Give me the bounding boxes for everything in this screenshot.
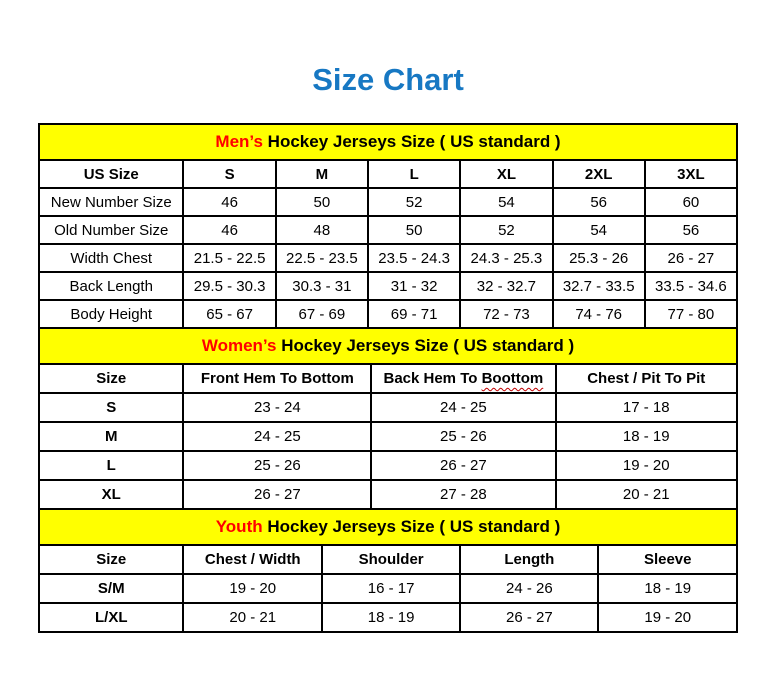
- table-row: [39, 188, 737, 216]
- cell: 56: [645, 216, 737, 244]
- cell: 26 - 27: [460, 603, 598, 632]
- womens-banner-row: [39, 328, 737, 364]
- youth-banner-highlight: Youth: [215, 517, 263, 536]
- youth-header-row: [39, 545, 737, 574]
- table-row: [39, 272, 737, 300]
- cell: 26 - 27: [645, 244, 737, 272]
- cell: 31 - 32: [368, 272, 460, 300]
- cell: 52: [460, 216, 552, 244]
- cell: 65 - 67: [183, 300, 275, 328]
- cell: 24 - 26: [460, 574, 598, 603]
- row-label: New Number Size: [39, 188, 183, 216]
- cell: 32.7 - 33.5: [553, 272, 645, 300]
- table-row: [39, 422, 737, 451]
- womens-section-banner: [39, 328, 737, 364]
- row-label: Body Height: [39, 300, 183, 328]
- cell: 54: [553, 216, 645, 244]
- column-header: Size: [39, 364, 183, 393]
- column-header: Shoulder: [322, 545, 460, 574]
- cell: 52: [368, 188, 460, 216]
- cell: 24 - 25: [183, 422, 371, 451]
- column-header: Length: [460, 545, 598, 574]
- table-row: [39, 244, 737, 272]
- table-row: [39, 216, 737, 244]
- cell: 25 - 26: [183, 451, 371, 480]
- cell: 48: [276, 216, 368, 244]
- column-header: M: [276, 160, 368, 188]
- youth-banner-row: [39, 509, 737, 545]
- table-row: [39, 393, 737, 422]
- table-row: [39, 451, 737, 480]
- cell: 72 - 73: [460, 300, 552, 328]
- misspelled-word: Boottom: [481, 370, 544, 387]
- cell: 50: [368, 216, 460, 244]
- row-label: Width Chest: [39, 244, 183, 272]
- cell: 21.5 - 22.5: [183, 244, 275, 272]
- cell: 18 - 19: [556, 422, 738, 451]
- cell: 25.3 - 26: [553, 244, 645, 272]
- cell: 54: [460, 188, 552, 216]
- cell: 32 - 32.7: [460, 272, 552, 300]
- table-row: [39, 603, 737, 632]
- cell: 29.5 - 30.3: [183, 272, 275, 300]
- cell: 77 - 80: [645, 300, 737, 328]
- table-row: [39, 480, 737, 509]
- mens-banner-highlight: Men’s: [215, 132, 263, 151]
- youth-banner-text: Hockey Jerseys Size ( US standard ): [262, 517, 561, 536]
- column-header: Chest / Width: [183, 545, 322, 574]
- cell: 50: [276, 188, 368, 216]
- cell: 20 - 21: [183, 603, 322, 632]
- mens-header-row: [39, 160, 737, 188]
- column-header-text: Back Hem To: [383, 370, 482, 387]
- column-header: Front Hem To Bottom: [183, 364, 371, 393]
- mens-size-table: [38, 123, 738, 329]
- youth-section-banner: [39, 509, 737, 545]
- cell: 26 - 27: [371, 451, 555, 480]
- row-label: S/M: [39, 574, 183, 603]
- column-header: 3XL: [645, 160, 737, 188]
- row-label: Old Number Size: [39, 216, 183, 244]
- column-header: [371, 364, 555, 393]
- cell: 23.5 - 24.3: [368, 244, 460, 272]
- cell: 18 - 19: [598, 574, 737, 603]
- cell: 19 - 20: [556, 451, 738, 480]
- womens-header-row: [39, 364, 737, 393]
- column-header: L: [368, 160, 460, 188]
- womens-size-table: [38, 327, 738, 510]
- cell: 25 - 26: [371, 422, 555, 451]
- cell: 20 - 21: [556, 480, 738, 509]
- cell: 24 - 25: [371, 393, 555, 422]
- cell: 74 - 76: [553, 300, 645, 328]
- row-label: Back Length: [39, 272, 183, 300]
- mens-banner-text: Hockey Jerseys Size ( US standard ): [262, 132, 561, 151]
- cell: 16 - 17: [322, 574, 460, 603]
- womens-banner-text: Hockey Jerseys Size ( US standard ): [276, 336, 575, 355]
- row-label: L: [39, 451, 183, 480]
- page-title: Size Chart: [312, 62, 464, 97]
- cell: 69 - 71: [368, 300, 460, 328]
- cell: 23 - 24: [183, 393, 371, 422]
- column-header: Sleeve: [598, 545, 737, 574]
- cell: 46: [183, 188, 275, 216]
- column-header: US Size: [39, 160, 183, 188]
- size-chart-tables: [38, 123, 738, 633]
- cell: 33.5 - 34.6: [645, 272, 737, 300]
- row-label: S: [39, 393, 183, 422]
- cell: 56: [553, 188, 645, 216]
- cell: 26 - 27: [183, 480, 371, 509]
- column-header: Chest / Pit To Pit: [556, 364, 738, 393]
- column-header: S: [183, 160, 275, 188]
- table-row: [39, 574, 737, 603]
- column-header: 2XL: [553, 160, 645, 188]
- womens-banner-highlight: Women’s: [201, 336, 277, 355]
- cell: 30.3 - 31: [276, 272, 368, 300]
- mens-banner-row: [39, 124, 737, 160]
- table-row: [39, 300, 737, 328]
- row-label: XL: [39, 480, 183, 509]
- row-label: M: [39, 422, 183, 451]
- cell: 60: [645, 188, 737, 216]
- column-header: Size: [39, 545, 183, 574]
- row-label: L/XL: [39, 603, 183, 632]
- mens-section-banner: [39, 124, 737, 160]
- cell: 19 - 20: [183, 574, 322, 603]
- cell: 46: [183, 216, 275, 244]
- cell: 27 - 28: [371, 480, 555, 509]
- cell: 19 - 20: [598, 603, 737, 632]
- cell: 24.3 - 25.3: [460, 244, 552, 272]
- cell: 18 - 19: [322, 603, 460, 632]
- column-header: XL: [460, 160, 552, 188]
- youth-size-table: [38, 508, 738, 633]
- cell: 17 - 18: [556, 393, 738, 422]
- cell: 22.5 - 23.5: [276, 244, 368, 272]
- cell: 67 - 69: [276, 300, 368, 328]
